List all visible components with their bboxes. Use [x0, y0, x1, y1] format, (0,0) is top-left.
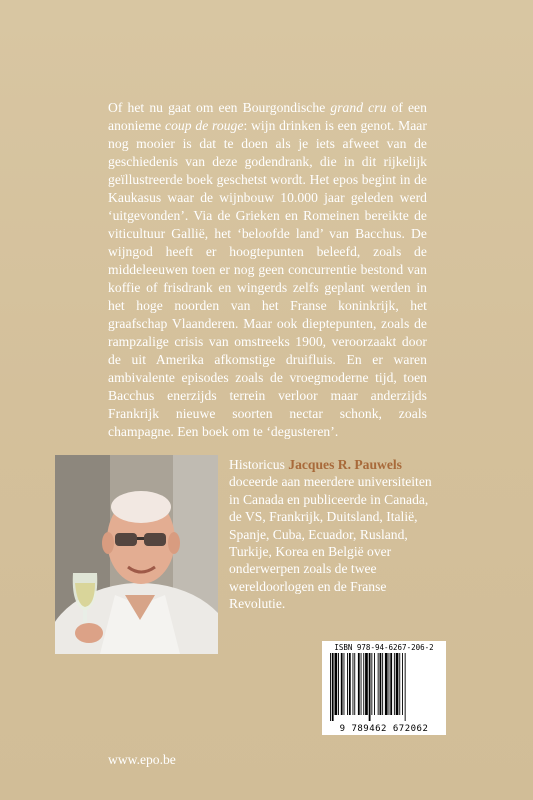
- barcode-bar: [374, 653, 375, 715]
- barcode-bar: [405, 653, 406, 721]
- author-name: Jacques R. Pauwels: [288, 457, 402, 472]
- barcode-bar: [344, 653, 345, 715]
- barcode-bar: [385, 653, 388, 715]
- barcode-bar: [382, 653, 383, 715]
- barcode-bar: [402, 653, 403, 715]
- isbn-barcode: [322, 641, 446, 735]
- barcode-bar: [341, 653, 343, 715]
- barcode-bar: [332, 653, 334, 721]
- barcode-bar: [396, 653, 399, 715]
- barcode-bars: [328, 653, 440, 721]
- author-portrait-illustration: [55, 455, 218, 654]
- author-photo: [55, 455, 218, 654]
- blurb-segment: Of het nu gaat om een Bourgondische: [108, 100, 331, 115]
- barcode-bar: [358, 653, 360, 715]
- barcode-bar: [369, 653, 371, 721]
- barcode-bar: [399, 653, 400, 715]
- barcode-bar: [378, 653, 379, 715]
- barcode-bar: [338, 653, 339, 715]
- barcode-bar: [363, 653, 364, 715]
- barcode-bar: [347, 653, 348, 715]
- blurb-italic-coup-de-rouge: coup de rouge: [164, 118, 244, 133]
- barcode-bar: [389, 653, 390, 715]
- blurb-italic-grand-cru: grand cru: [330, 100, 387, 115]
- blurb-segment: of een anonieme: [108, 100, 427, 133]
- publisher-url[interactable]: www.epo.be: [108, 752, 176, 767]
- barcode-bar: [371, 653, 372, 715]
- barcode-bar: [380, 653, 382, 715]
- blurb-segment: : wijn drinken is een genot. Maar nog mooier is dat te doen als je iets afweet van de geschiedenis van deze godendrank, die in dit rijkelijk geïllustreerde boek geschetst wordt. Het epos begint in de Kaukasus waar de wijnbouw 10.000 jaar geleden werd ‘uitgevonden’. Via de Grieken en Romeinen bereikte de viticultuur Gallië, het ‘beloofde land’ van Bacchus. De wijngod heeft er hoogtepunten beleefd, zoals de middeleeuwen toen er nog geen concurrentie bestond van koffie of frisdrank en wingerds zelfs geplant werden in het hoge noorden van het Franse koninkrijk, het graafschap Vlaanderen. Maar ook dieptepunten, zoals de rampzalige crisis van omstreeks 1900, veroorzaakt door de uit Amerika afkomstige druifluis. En er waren ambivalente episodes zoals de vroegmoderne tijd, toen Bacchus enerzijds terrein verloor maar anderzijds Frankrijk nieuwe soorten nectar schonk, zoals champagne. Een boek om te ‘degusteren’.: [108, 118, 427, 439]
- blurb-paragraph: [108, 99, 427, 441]
- barcode-bar: [353, 653, 354, 715]
- barcode-digits: 9 789462 672062: [339, 724, 429, 734]
- bio-prefix: Historicus: [229, 457, 289, 472]
- barcode-bar: [349, 653, 351, 715]
- barcode-bar: [365, 653, 368, 715]
- blurb-text: [108, 99, 427, 441]
- barcode-bar: [394, 653, 395, 715]
- barcode-bar: [335, 653, 338, 715]
- barcode-bar: [354, 653, 355, 715]
- isbn-label: ISBN 978-94-6267-206-2: [334, 643, 434, 652]
- author-bio: [229, 456, 444, 613]
- bio-text: doceerde aan meerdere universiteiten in Canada en publiceerde in Canada, de VS, Frankrijk, Duitsland, Italië, Spanje, Cuba, Ecuador, Rusland, Turkije, Korea en België over onderwerpen zoals de twee wereldoorlogen en de Franse Revolutie.: [229, 474, 432, 612]
- barcode-bar: [330, 653, 331, 721]
- barcode-bar: [390, 653, 392, 715]
- barcode-bar: [361, 653, 362, 715]
